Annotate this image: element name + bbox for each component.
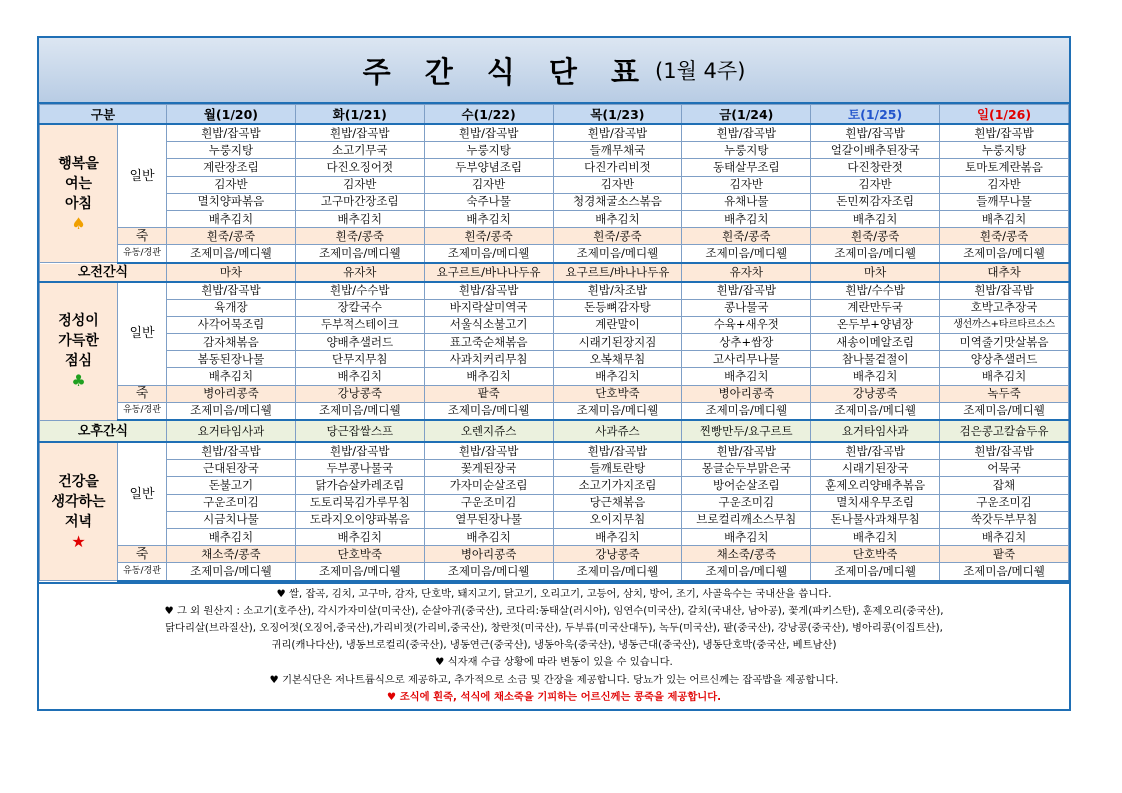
menu-cell: 누룽지탕 xyxy=(167,142,296,159)
menu-cell: 흰밥/잡곡밥 xyxy=(811,442,940,460)
menu-cell: 도라지오이양파볶음 xyxy=(295,511,424,528)
drink-cell: 조제미음/메디웰 xyxy=(553,402,682,420)
juk-cell: 강낭콩죽 xyxy=(553,546,682,563)
menu-cell: 고구마간장조림 xyxy=(295,193,424,210)
menu-cell: 흰밥/수수밥 xyxy=(811,282,940,300)
menu-cell: 청경채굴소스볶음 xyxy=(553,193,682,210)
menu-cell: 김자반 xyxy=(424,176,553,193)
menu-sheet xyxy=(37,36,1071,711)
juk-row xyxy=(40,228,1069,245)
menu-cell: 김자반 xyxy=(167,176,296,193)
menu-row xyxy=(40,351,1069,368)
menu-cell: 김자반 xyxy=(940,176,1069,193)
snack-cell: 마차 xyxy=(167,263,296,282)
juk-cell: 흰죽/콩죽 xyxy=(295,228,424,245)
menu-cell: 소고기가지조림 xyxy=(553,477,682,494)
snack-cell: 유자차 xyxy=(682,263,811,282)
juk-cell: 흰죽/콩죽 xyxy=(553,228,682,245)
menu-cell: 잡채 xyxy=(940,477,1069,494)
menu-cell: 흰밥/수수밥 xyxy=(295,282,424,300)
drink-cell: 조제미음/메디웰 xyxy=(940,402,1069,420)
menu-cell: 계란만두국 xyxy=(811,299,940,316)
menu-row xyxy=(40,142,1069,159)
juk-label: 죽 xyxy=(118,228,167,245)
menu-cell: 봄동된장나물 xyxy=(167,351,296,368)
footer-text: 식자재 수급 상황에 따라 변동이 있을 수 있습니다. xyxy=(447,656,673,669)
menu-cell: 배추김치 xyxy=(811,528,940,545)
menu-cell: 흰밥/잡곡밥 xyxy=(682,442,811,460)
general-label: 일반 xyxy=(118,282,167,386)
footer-text: 기본식단은 저나트륨식으로 제공하고, 추가적으로 소금 및 간장을 제공합니다. 당뇨가 있는 어르신께는 잡곡밥을 제공합니다. xyxy=(282,673,839,686)
menu-cell: 멸치양파볶음 xyxy=(167,193,296,210)
menu-cell: 가자미순살조림 xyxy=(424,477,553,494)
juk-cell: 흰죽/콩죽 xyxy=(167,228,296,245)
juk-cell: 단호박죽 xyxy=(295,546,424,563)
menu-cell: 흰밥/잡곡밥 xyxy=(682,124,811,142)
menu-cell: 김자반 xyxy=(811,176,940,193)
meal-label-line: 정성이 xyxy=(58,313,99,329)
juk-label: 죽 xyxy=(118,385,167,402)
menu-cell: 동태살무조림 xyxy=(682,159,811,176)
drink-cell: 조제미음/메디웰 xyxy=(682,563,811,581)
meal-label-line: 점심 xyxy=(64,353,93,369)
menu-row xyxy=(40,460,1069,477)
footer-line xyxy=(39,620,1069,637)
heart-icon: ♥ xyxy=(386,690,397,703)
snack-cell: 요구르트/바나나두유 xyxy=(553,263,682,282)
juk-cell: 흰죽/콩죽 xyxy=(811,228,940,245)
footer-text: 쌀, 잡곡, 김치, 고구마, 감자, 단호박, 돼지고기, 닭고기, 오리고기, 고등어, 삼치, 방어, 조기, 사골육수는 국내산을 씁니다. xyxy=(288,587,832,600)
menu-cell: 사각어묵조림 xyxy=(167,316,296,333)
juk-cell: 단호박죽 xyxy=(553,385,682,402)
dinner-label xyxy=(40,442,118,581)
juk-row xyxy=(40,546,1069,563)
menu-row xyxy=(40,316,1069,333)
drink-cell: 조제미음/메디웰 xyxy=(553,245,682,263)
drink-cell: 조제미음/메디웰 xyxy=(940,563,1069,581)
menu-cell: 들깨무채국 xyxy=(553,142,682,159)
menu-cell: 구운조미김 xyxy=(167,494,296,511)
am-snack-row xyxy=(40,263,1069,282)
menu-cell: 양상추샐러드 xyxy=(940,351,1069,368)
spade-icon: ♠ xyxy=(71,213,86,233)
menu-cell: 배추김치 xyxy=(424,368,553,385)
menu-cell: 흰밥/잡곡밥 xyxy=(424,124,553,142)
menu-cell: 몽글순두부맑은국 xyxy=(682,460,811,477)
menu-cell: 훈제오리양배추볶음 xyxy=(811,477,940,494)
menu-cell: 김자반 xyxy=(682,176,811,193)
drink-row xyxy=(40,402,1069,420)
menu-cell: 흰밥/잡곡밥 xyxy=(682,282,811,300)
menu-cell: 돈나물사과채무침 xyxy=(811,511,940,528)
drink-label: 유동/경관 xyxy=(118,563,167,581)
juk-label: 죽 xyxy=(118,546,167,563)
menu-cell: 육개장 xyxy=(167,299,296,316)
menu-cell: 참나물겉절이 xyxy=(811,351,940,368)
day-header: 수(1/22) xyxy=(424,105,553,125)
menu-cell: 사과치커리무침 xyxy=(424,351,553,368)
menu-row xyxy=(40,159,1069,176)
footer-notes xyxy=(39,582,1069,709)
menu-row xyxy=(40,299,1069,316)
menu-cell: 근대된장국 xyxy=(167,460,296,477)
menu-cell: 들깨무나물 xyxy=(940,193,1069,210)
drink-label: 유동/경관 xyxy=(118,402,167,420)
footer-text: 귀리(캐나다산), 냉동브로컬리(중국산), 냉동연근(중국산), 냉동아욱(중국산), 냉동근대(중국산), 냉동단호박(중국산, 베트남산) xyxy=(271,639,837,652)
juk-cell: 병아리콩죽 xyxy=(167,385,296,402)
day-header-sunday: 일(1/26) xyxy=(940,105,1069,125)
heart-icon: ♥ xyxy=(269,673,279,686)
drink-cell: 조제미음/메디웰 xyxy=(424,245,553,263)
menu-row xyxy=(40,442,1069,460)
page-title: 주 간 식 단 표 xyxy=(362,54,652,89)
menu-row xyxy=(40,477,1069,494)
menu-cell: 열무된장나물 xyxy=(424,511,553,528)
snack-cell: 오렌지쥬스 xyxy=(424,420,553,442)
menu-cell: 배추김치 xyxy=(167,210,296,227)
menu-cell: 흰밥/잡곡밥 xyxy=(167,282,296,300)
menu-cell: 꽃게된장국 xyxy=(424,460,553,477)
menu-cell: 유채나물 xyxy=(682,193,811,210)
menu-row xyxy=(40,282,1069,300)
menu-cell: 도토리묵김가루무침 xyxy=(295,494,424,511)
menu-cell: 장칼국수 xyxy=(295,299,424,316)
day-header: 화(1/21) xyxy=(295,105,424,125)
menu-cell: 배추김치 xyxy=(424,210,553,227)
snack-cell: 찐빵만두/요구르트 xyxy=(682,420,811,442)
menu-cell: 소고기무국 xyxy=(295,142,424,159)
meal-label-line: 저녁 xyxy=(64,513,93,530)
menu-cell: 돈등뼈감자탕 xyxy=(553,299,682,316)
menu-cell: 흰밥/잡곡밥 xyxy=(940,124,1069,142)
week-label: (1월 4주) xyxy=(655,59,746,83)
snack-label: 오전간식 xyxy=(40,263,167,282)
menu-cell: 배추김치 xyxy=(295,528,424,545)
menu-cell: 계란말이 xyxy=(553,316,682,333)
footer-line xyxy=(39,586,1069,603)
menu-cell: 브로컬리깨소스무침 xyxy=(682,511,811,528)
menu-cell: 배추김치 xyxy=(167,528,296,545)
menu-cell: 흰밥/잡곡밥 xyxy=(940,282,1069,300)
snack-cell: 요구르트/바나나두유 xyxy=(424,263,553,282)
drink-label: 유동/경관 xyxy=(118,245,167,263)
menu-cell: 배추김치 xyxy=(940,210,1069,227)
menu-cell: 감자채볶음 xyxy=(167,334,296,351)
meal-label-line: 여는 xyxy=(64,175,93,192)
heart-icon: ♥ xyxy=(435,656,445,669)
snack-cell: 검은콩고칼슘두유 xyxy=(940,420,1069,442)
footer-line xyxy=(39,689,1069,706)
menu-cell: 누룽지탕 xyxy=(682,142,811,159)
menu-cell: 미역줄기맛살볶음 xyxy=(940,334,1069,351)
menu-cell: 시래기된장국 xyxy=(811,460,940,477)
menu-cell: 흰밥/잡곡밥 xyxy=(553,124,682,142)
menu-cell: 닭가슴살카레조림 xyxy=(295,477,424,494)
menu-cell: 얼갈이배추된장국 xyxy=(811,142,940,159)
menu-cell: 배추김치 xyxy=(295,210,424,227)
day-header: 월(1/20) xyxy=(167,105,296,125)
menu-row xyxy=(40,368,1069,385)
snack-cell: 유자차 xyxy=(295,263,424,282)
drink-row xyxy=(40,245,1069,263)
menu-cell: 토마토계란볶음 xyxy=(940,159,1069,176)
menu-cell: 배추김치 xyxy=(940,528,1069,545)
menu-cell: 흰밥/차조밥 xyxy=(553,282,682,300)
footer-line xyxy=(39,654,1069,671)
footer-line xyxy=(39,672,1069,689)
juk-cell: 팥죽 xyxy=(424,385,553,402)
menu-cell: 배추김치 xyxy=(811,210,940,227)
menu-cell: 다진창란젓 xyxy=(811,159,940,176)
menu-row xyxy=(40,124,1069,142)
menu-cell: 구운조미김 xyxy=(424,494,553,511)
gubun-header: 구분 xyxy=(40,105,167,125)
menu-cell: 단무지무침 xyxy=(295,351,424,368)
drink-cell: 조제미음/메디웰 xyxy=(682,402,811,420)
general-label: 일반 xyxy=(118,124,167,228)
footer-text: 조식에 흰죽, 석식에 채소죽을 기피하는 어르신께는 콩죽을 제공합니다. xyxy=(399,690,722,703)
drink-row xyxy=(40,563,1069,581)
footer-text: 닭다리살(브라질산), 오징어젓(오징어,중국산),가리비젓(가리비,중국산), 창란젓(미국산), 두부류(미국산대두), 녹두(미국산), 팥(중국산), 강낭콩(중국산), 병아리콩(이집트산), xyxy=(165,621,943,634)
menu-cell: 오복채무침 xyxy=(553,351,682,368)
snack-cell: 사과쥬스 xyxy=(553,420,682,442)
juk-cell: 채소죽/콩죽 xyxy=(167,546,296,563)
menu-row xyxy=(40,511,1069,528)
snack-label: 오후간식 xyxy=(40,420,167,442)
menu-cell: 표고죽순채볶음 xyxy=(424,334,553,351)
juk-cell: 채소죽/콩죽 xyxy=(682,546,811,563)
drink-cell: 조제미음/메디웰 xyxy=(424,563,553,581)
menu-cell: 상추+쌈장 xyxy=(682,334,811,351)
day-header: 금(1/24) xyxy=(682,105,811,125)
menu-cell: 구운조미김 xyxy=(940,494,1069,511)
snack-cell: 당근잡쌀스프 xyxy=(295,420,424,442)
drink-cell: 조제미음/메디웰 xyxy=(811,245,940,263)
club-icon: ♣ xyxy=(71,371,86,390)
menu-cell: 온두부+양념장 xyxy=(811,316,940,333)
meal-label-line: 생각하는 xyxy=(51,493,106,510)
menu-cell: 오이지무침 xyxy=(553,511,682,528)
menu-cell: 배추김치 xyxy=(167,368,296,385)
menu-row xyxy=(40,176,1069,193)
snack-cell: 대추차 xyxy=(940,263,1069,282)
menu-cell: 방어순살조림 xyxy=(682,477,811,494)
juk-cell: 병아리콩죽 xyxy=(424,546,553,563)
menu-cell: 흰밥/잡곡밥 xyxy=(940,442,1069,460)
day-header-saturday: 토(1/25) xyxy=(811,105,940,125)
star-icon: ★ xyxy=(71,531,86,551)
menu-cell: 들깨토란탕 xyxy=(553,460,682,477)
juk-cell: 녹두죽 xyxy=(940,385,1069,402)
footer-line xyxy=(39,637,1069,654)
drink-cell: 조제미음/메디웰 xyxy=(295,402,424,420)
footer-text: 그 외 원산지 : 소고기(호주산), 각시가자미살(미국산), 순살아귀(중국산), 코다리:동태살(러시아), 임연수(미국산), 갈치(국내산, 남아공), 꽃게(파키스탄), 훈제오리(중국산), xyxy=(176,604,944,617)
menu-cell: 콩나물국 xyxy=(682,299,811,316)
menu-cell: 흰밥/잡곡밥 xyxy=(424,282,553,300)
menu-cell: 시래기된장지짐 xyxy=(553,334,682,351)
drink-cell: 조제미음/메디웰 xyxy=(167,402,296,420)
menu-cell: 흰밥/잡곡밥 xyxy=(424,442,553,460)
juk-cell: 강낭콩죽 xyxy=(811,385,940,402)
menu-cell: 당근채볶음 xyxy=(553,494,682,511)
menu-cell: 수육+새우젓 xyxy=(682,316,811,333)
header-row xyxy=(40,105,1069,125)
menu-cell: 배추김치 xyxy=(553,528,682,545)
juk-cell: 팥죽 xyxy=(940,546,1069,563)
lunch-label xyxy=(40,282,118,421)
menu-cell: 배추김치 xyxy=(553,368,682,385)
menu-cell: 바지락살미역국 xyxy=(424,299,553,316)
juk-row xyxy=(40,385,1069,402)
juk-cell: 병아리콩죽 xyxy=(682,385,811,402)
breakfast-label xyxy=(40,124,118,263)
menu-cell: 계란장조림 xyxy=(167,159,296,176)
juk-cell: 단호박죽 xyxy=(811,546,940,563)
menu-cell: 김자반 xyxy=(295,176,424,193)
juk-cell: 강낭콩죽 xyxy=(295,385,424,402)
menu-cell: 서울식소불고기 xyxy=(424,316,553,333)
menu-cell: 흰밥/잡곡밥 xyxy=(295,442,424,460)
menu-cell: 흰밥/잡곡밥 xyxy=(553,442,682,460)
pm-snack-row xyxy=(40,420,1069,442)
menu-cell: 흰밥/잡곡밥 xyxy=(811,124,940,142)
title-bar xyxy=(39,38,1069,104)
general-label: 일반 xyxy=(118,442,167,546)
meal-label-line: 아침 xyxy=(64,195,93,212)
menu-row xyxy=(40,210,1069,227)
snack-cell: 마차 xyxy=(811,263,940,282)
menu-cell: 양배추샐러드 xyxy=(295,334,424,351)
drink-cell: 조제미음/메디웰 xyxy=(167,245,296,263)
meal-label-line: 건강을 xyxy=(58,473,99,490)
menu-cell: 배추김치 xyxy=(553,210,682,227)
menu-cell: 누룽지탕 xyxy=(424,142,553,159)
drink-cell: 조제미음/메디웰 xyxy=(682,245,811,263)
juk-cell: 흰죽/콩죽 xyxy=(424,228,553,245)
menu-cell: 다진가리비젓 xyxy=(553,159,682,176)
menu-cell: 배추김치 xyxy=(940,368,1069,385)
menu-cell: 김자반 xyxy=(553,176,682,193)
footer-line xyxy=(39,603,1069,620)
juk-cell: 흰죽/콩죽 xyxy=(940,228,1069,245)
drink-cell: 조제미음/메디웰 xyxy=(167,563,296,581)
menu-row xyxy=(40,193,1069,210)
menu-cell: 흰밥/잡곡밥 xyxy=(167,442,296,460)
menu-cell: 돈민찌감자조림 xyxy=(811,193,940,210)
drink-cell: 조제미음/메디웰 xyxy=(553,563,682,581)
menu-cell: 배추김치 xyxy=(682,210,811,227)
menu-cell: 쑥갓두부무침 xyxy=(940,511,1069,528)
menu-cell: 생선까스+타르타르소스 xyxy=(940,316,1069,333)
menu-table xyxy=(39,104,1069,582)
drink-cell: 조제미음/메디웰 xyxy=(424,402,553,420)
day-header: 목(1/23) xyxy=(553,105,682,125)
snack-cell: 요거타임사과 xyxy=(811,420,940,442)
menu-cell: 두부콩나물국 xyxy=(295,460,424,477)
menu-cell: 호박고추장국 xyxy=(940,299,1069,316)
drink-cell: 조제미음/메디웰 xyxy=(811,563,940,581)
menu-cell: 흰밥/잡곡밥 xyxy=(295,124,424,142)
drink-cell: 조제미음/메디웰 xyxy=(295,245,424,263)
menu-row xyxy=(40,494,1069,511)
menu-row xyxy=(40,334,1069,351)
menu-cell: 숙주나물 xyxy=(424,193,553,210)
drink-cell: 조제미음/메디웰 xyxy=(811,402,940,420)
menu-cell: 돈불고기 xyxy=(167,477,296,494)
menu-cell: 배추김치 xyxy=(424,528,553,545)
heart-icon: ♥ xyxy=(164,604,174,617)
menu-cell: 배추김치 xyxy=(295,368,424,385)
menu-cell: 누룽지탕 xyxy=(940,142,1069,159)
drink-cell: 조제미음/메디웰 xyxy=(940,245,1069,263)
juk-cell: 흰죽/콩죽 xyxy=(682,228,811,245)
menu-cell: 두부적스테이크 xyxy=(295,316,424,333)
menu-cell: 배추김치 xyxy=(682,528,811,545)
menu-row xyxy=(40,528,1069,545)
menu-cell: 두부양념조림 xyxy=(424,159,553,176)
snack-cell: 요거타임사과 xyxy=(167,420,296,442)
menu-cell: 새송이메알조림 xyxy=(811,334,940,351)
menu-cell: 배추김치 xyxy=(811,368,940,385)
menu-cell: 고사리무나물 xyxy=(682,351,811,368)
meal-label-line: 행복을 xyxy=(58,155,99,172)
menu-cell: 구운조미김 xyxy=(682,494,811,511)
heart-icon: ♥ xyxy=(276,587,286,600)
menu-cell: 멸치새우무조림 xyxy=(811,494,940,511)
menu-cell: 시금치나물 xyxy=(167,511,296,528)
menu-cell: 다진오징어젓 xyxy=(295,159,424,176)
meal-label-line: 가득한 xyxy=(58,333,99,349)
menu-cell: 흰밥/잡곡밥 xyxy=(167,124,296,142)
menu-cell: 어묵국 xyxy=(940,460,1069,477)
drink-cell: 조제미음/메디웰 xyxy=(295,563,424,581)
menu-cell: 배추김치 xyxy=(682,368,811,385)
